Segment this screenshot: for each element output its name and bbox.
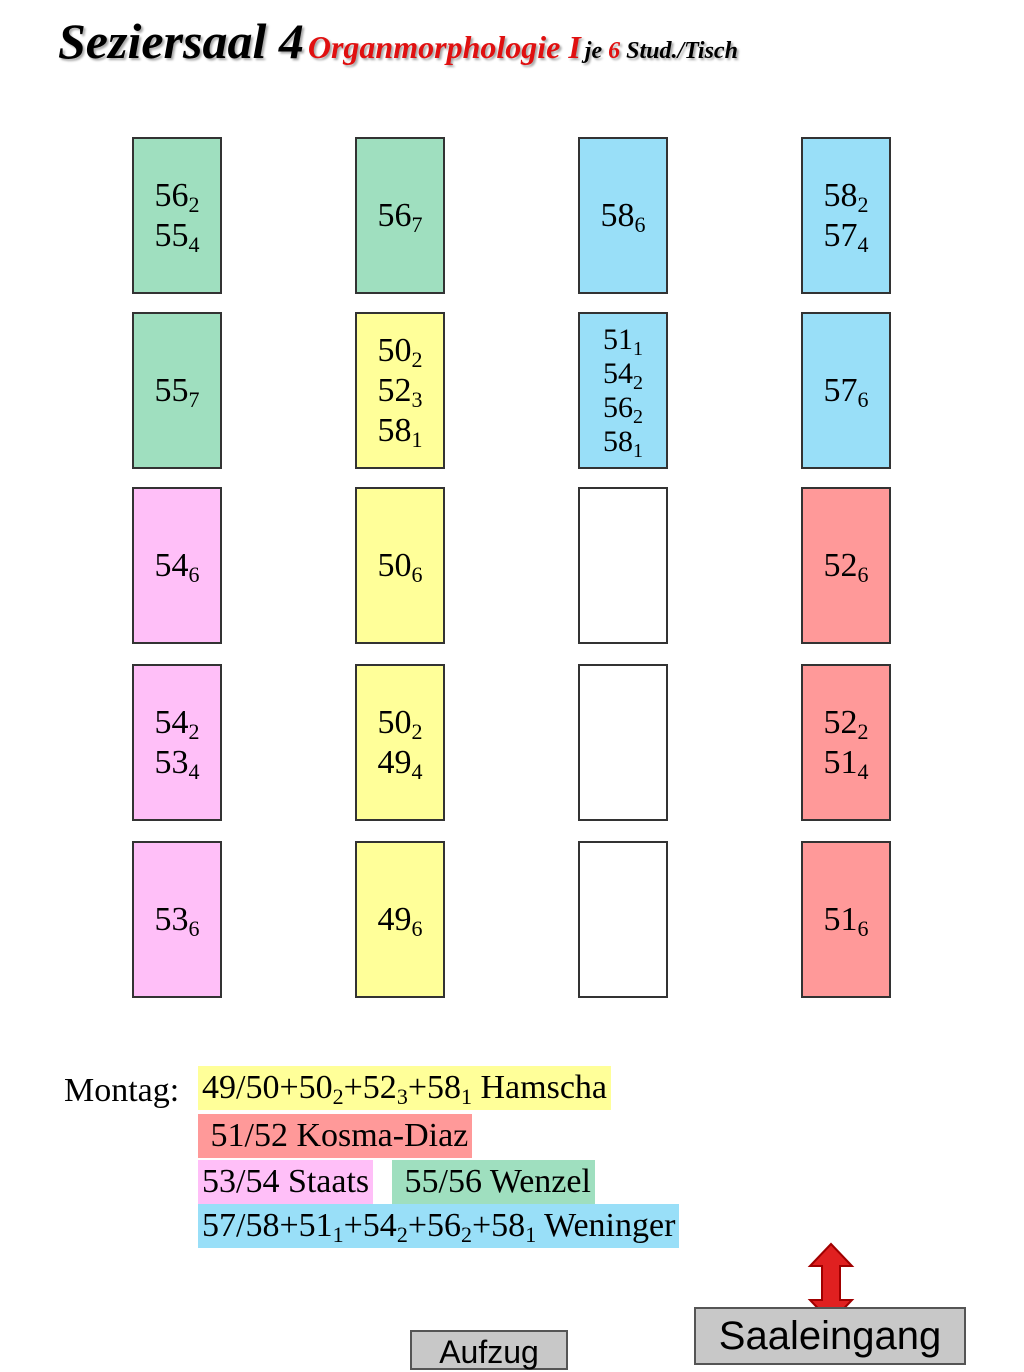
- student-count: 2: [857, 718, 869, 744]
- student-count: 1: [411, 426, 423, 452]
- legend-text: 53/54 Staats: [202, 1163, 370, 1200]
- student-count: 4: [411, 758, 423, 784]
- legend-count: 2: [461, 1222, 472, 1247]
- group-number: 55: [154, 216, 189, 254]
- group-number: 54: [154, 703, 189, 741]
- student-count: 6: [857, 386, 869, 412]
- table-group-line: [378, 743, 423, 783]
- legend-text: +58: [407, 1069, 461, 1106]
- group-number: 58: [600, 196, 635, 234]
- table-group-line: [378, 900, 423, 940]
- group-number: 51: [603, 322, 633, 356]
- dissection-table: [132, 487, 222, 644]
- student-count: 2: [857, 191, 869, 217]
- student-count: 7: [188, 386, 200, 412]
- dissection-table: [578, 841, 668, 998]
- group-number: 52: [377, 371, 412, 409]
- group-number: 56: [154, 176, 189, 214]
- legend-count: 3: [396, 1084, 408, 1109]
- dissection-table: [355, 137, 445, 294]
- legend-entry: [392, 1160, 595, 1204]
- table-group-line: [824, 176, 869, 216]
- dissection-table: [355, 664, 445, 821]
- group-number: 51: [823, 900, 858, 938]
- student-count: 2: [188, 191, 200, 217]
- dissection-table: [578, 137, 668, 294]
- legend-entry: [198, 1204, 679, 1248]
- dissection-table: [801, 841, 891, 998]
- table-group-line: [601, 196, 646, 236]
- table-group-line: [824, 371, 869, 411]
- table-group-line: [824, 703, 869, 743]
- table-group-line: [603, 356, 643, 394]
- dissection-table: [132, 312, 222, 469]
- dissection-table: [355, 841, 445, 998]
- dissection-table: [801, 664, 891, 821]
- student-count: 2: [411, 346, 423, 372]
- table-group-line: [378, 371, 423, 411]
- group-number: 50: [377, 546, 412, 584]
- table-group-line: [824, 900, 869, 940]
- group-number: 52: [823, 546, 858, 584]
- group-number: 58: [823, 176, 858, 214]
- legend-entry: [198, 1114, 472, 1158]
- table-group-line: [155, 703, 200, 743]
- table-group-line: [155, 743, 200, 783]
- group-number: 57: [823, 371, 858, 409]
- table-group-line: [378, 546, 423, 586]
- group-number: 53: [154, 900, 189, 938]
- legend-day-label: Montag:: [64, 1072, 180, 1109]
- student-count: 6: [188, 915, 200, 941]
- legend-entry: [198, 1160, 373, 1204]
- table-group-line: [378, 703, 423, 743]
- legend-text: Weninger: [536, 1207, 676, 1244]
- student-count: 1: [633, 439, 643, 462]
- entrance-sign: Saaleingang: [694, 1307, 966, 1365]
- table-group-line: [155, 371, 200, 411]
- group-number: 54: [603, 356, 633, 390]
- group-number: 50: [377, 703, 412, 741]
- table-group-line: [378, 331, 423, 371]
- table-group-line: [824, 216, 869, 256]
- legend-text: 51/52 Kosma-Diaz: [202, 1117, 469, 1154]
- student-count: 4: [857, 758, 869, 784]
- student-count: 4: [188, 758, 200, 784]
- title-capacity-suffix: Stud./Tisch: [626, 38, 738, 64]
- page-title: [58, 12, 738, 70]
- table-group-line: [603, 424, 643, 462]
- dissection-table: [132, 841, 222, 998]
- group-number: 54: [154, 546, 189, 584]
- group-number: 52: [823, 703, 858, 741]
- table-group-line: [155, 900, 200, 940]
- elevator-sign: Aufzug: [410, 1330, 568, 1370]
- dissection-table: [578, 487, 668, 644]
- student-count: 6: [188, 561, 200, 587]
- table-group-line: [378, 411, 423, 451]
- student-count: 3: [411, 386, 423, 412]
- table-group-line: [603, 322, 643, 360]
- group-number: 49: [377, 900, 412, 938]
- group-number: 49: [377, 743, 412, 781]
- student-count: 6: [857, 561, 869, 587]
- legend-count: 2: [396, 1222, 408, 1247]
- legend-text: +54: [343, 1207, 397, 1244]
- group-number: 56: [377, 196, 412, 234]
- dissection-table: [578, 664, 668, 821]
- title-subject: Organmorphologie I: [307, 29, 581, 65]
- student-count: 6: [411, 561, 423, 587]
- legend-text: 57/58+51: [202, 1207, 333, 1244]
- table-group-line: [824, 546, 869, 586]
- legend-count: 1: [525, 1222, 537, 1247]
- student-count: 6: [411, 915, 423, 941]
- dissection-table: [355, 487, 445, 644]
- title-capacity: [585, 38, 738, 64]
- table-group-line: [378, 196, 423, 236]
- dissection-table: [801, 312, 891, 469]
- group-number: 57: [823, 216, 858, 254]
- legend-entry: [198, 1066, 611, 1110]
- student-count: 4: [188, 231, 200, 257]
- dissection-table: [355, 312, 445, 469]
- group-number: 58: [377, 411, 412, 449]
- group-number: 50: [377, 331, 412, 369]
- legend-count: 1: [461, 1084, 472, 1109]
- title-capacity-number: 6: [608, 38, 621, 64]
- legend-text: 55/56 Wenzel: [396, 1163, 591, 1200]
- table-group-line: [155, 176, 200, 216]
- student-count: 2: [633, 371, 643, 394]
- dissection-table: [132, 137, 222, 294]
- dissection-table: [578, 312, 668, 469]
- dissection-table: [801, 137, 891, 294]
- group-number: 56: [603, 390, 633, 424]
- group-number: 55: [154, 371, 189, 409]
- title-capacity-prefix: je: [584, 38, 603, 64]
- table-group-line: [155, 546, 200, 586]
- legend-text: +56: [407, 1207, 461, 1244]
- title-main: Seziersaal 4: [58, 13, 304, 69]
- student-count: 6: [857, 915, 869, 941]
- legend-text: 49/50+50: [202, 1069, 333, 1106]
- student-count: 6: [634, 211, 646, 237]
- dissection-table: [801, 487, 891, 644]
- table-group-line: [824, 743, 869, 783]
- legend-text: +52: [343, 1069, 397, 1106]
- group-number: 51: [823, 743, 858, 781]
- table-group-line: [603, 390, 643, 428]
- student-count: 4: [857, 231, 869, 257]
- student-count: 2: [633, 405, 643, 428]
- student-count: 1: [633, 337, 643, 360]
- student-count: 2: [188, 718, 200, 744]
- group-number: 58: [603, 424, 633, 458]
- dissection-table: [132, 664, 222, 821]
- legend-text: +58: [472, 1207, 526, 1244]
- student-count: 7: [411, 211, 423, 237]
- legend-text: Hamscha: [472, 1069, 608, 1106]
- table-group-line: [155, 216, 200, 256]
- legend-count: 2: [332, 1084, 344, 1109]
- student-count: 2: [411, 718, 423, 744]
- legend-count: 1: [332, 1222, 344, 1247]
- group-number: 53: [154, 743, 189, 781]
